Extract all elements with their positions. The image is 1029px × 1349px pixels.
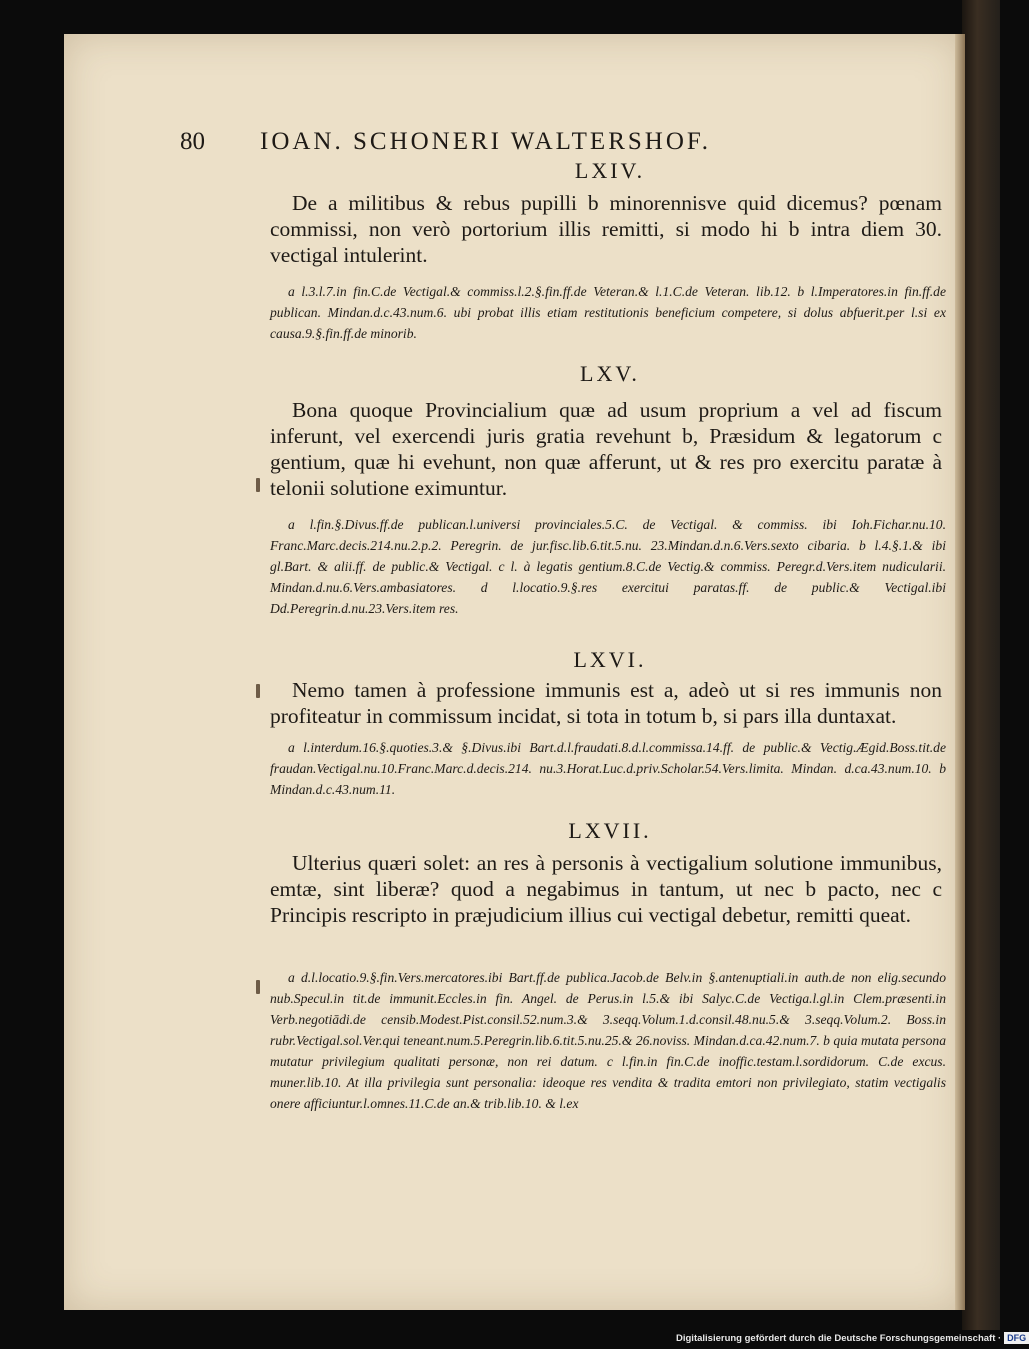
page-edge bbox=[955, 34, 965, 1310]
section-numeral-lxvii: LXVII. bbox=[568, 818, 652, 843]
section-numeral-lxv: LXV. bbox=[580, 361, 640, 386]
digitization-credit bbox=[676, 1332, 1027, 1346]
running-title: IOAN. SCHONERI WALTERSHOF. bbox=[260, 128, 712, 155]
credit-text: Digitalisierung gefördert durch die Deutsche Forschungsgemeinschaft · bbox=[676, 1333, 1002, 1344]
margin-mark bbox=[256, 684, 260, 698]
running-header bbox=[180, 128, 916, 156]
section-notes-lxvii: a d.l.locatio.9.§.fin.Vers.mercatores.ibi Bart.ff.de publica.Jacob.de Belv.in §.antenuptiali.in auth.de non elig.secundo nub.Specul.in tit.de immunit.Eccles.in fin. Angel. de Perus.in l.5.& ibi Salyc.C.de Vectiga.l.gl.in Clem.præsenti.in Verb.negotiādi.de censib.Modest.Pist.consil.52.num.3.& 3.seqq.Volum.1.d.consil.48.nu.5.& 3.seqq.Volum.2. Boss.in rubr.Vectigal.sol.Ver.qui teneant.num.5.Peregrin.lib.6.tit.5.nu.25.& 26.noviss. Mindan.d.ca.42.num.7. b quia mutata persona mutatur privilegium qualitati personæ, non rei datum. c l.fin.in fin.C.de inoffic.testam.l.sordidorum. C.de excus. muner.lib.10. At illa privilegia sunt personalia: ideoque res vendita & tradita emtori non privilegiato, statim vectigalis onere afficiuntur.l.omnes.11.C.de an.& trib.lib.10. & l.ex bbox=[270, 970, 946, 1111]
section-numeral-lxiv: LXIV. bbox=[574, 158, 646, 183]
section-notes-lxvi: a l.interdum.16.§.quoties.3.& §.Divus.ibi Bart.d.l.fraudati.8.d.l.commissa.14.ff. de public.& Vectig.Ægid.Boss.tit.de fraudan.Vectigal.nu.10.Franc.Marc.d.decis.214. nu.3.Horat.Luc.d.priv.Scholar.54.Vers.limita. Mindan. d.ca.43.num.10. b Mindan.d.c.43.num.11. bbox=[270, 740, 946, 797]
section-text-lxiv: De a militibus & rebus pupilli b minorennisve quid dicemus? pœnam commissi, non verò portorium illis remitti, si modo hi b intra diem 30. vectigal intulerint. bbox=[270, 191, 942, 267]
section-numeral-lxvi: LXVI. bbox=[573, 647, 647, 672]
book-spine bbox=[962, 0, 1000, 1330]
section-notes-lxv: a l.fin.§.Divus.ff.de publican.l.universi provinciales.5.C. de Vectigal. & commiss. ibi Ioh.Fichar.nu.10. Franc.Marc.decis.214.nu.2.p.2. Peregrin. de jur.fisc.lib.6.tit.5.nu. 23.Mindan.d.n.6.Vers.sexto cibaria. b l.4.§.1.& ibi gl.Bart. & alii.ff. de public.& Vectigal. c l. à legatis gentium.8.C.de Vectig.& commiss. Peregr.d.Vers.item nudicularii. Mindan.d.nu.6.Vers.ambasiatores. d l.locatio.9.§.res exercitui paratas.ff. de public.& Vectigal.ibi Dd.Peregrin.d.nu.23.Vers.item res. bbox=[270, 517, 946, 616]
section-notes-lxiv: a l.3.l.7.in fin.C.de Vectigal.& commiss.l.2.§.fin.ff.de Veteran.& l.1.C.de Veteran. lib.12. b l.Imperatores.in fin.ff.de publican. Mindan.d.c.43.num.6. ubi probat illis etiam restitutionis beneficium competere, si dolus abfuerit.per l.si ex causa.9.§.fin.ff.de minorib. bbox=[270, 284, 946, 341]
dfg-logo: DFG bbox=[1004, 1332, 1029, 1344]
page-number: 80 bbox=[180, 128, 205, 155]
section-text-lxvi: Nemo tamen à professione immunis est a, adeò ut si res immunis non profiteatur in commissum incidat, si tota in totum b, si pars illa duntaxat. bbox=[270, 678, 942, 728]
margin-mark bbox=[256, 478, 260, 492]
section-text-lxvii: Ulterius quæri solet: an res à personis à vectigalium solutione immunibus, emtæ, sint liberæ? quod a negabimus in tantum, ut nec b pacto, nec c Principis rescripto in præjudicium illius cui vectigal debetur, remitti queat. bbox=[270, 851, 942, 927]
margin-mark bbox=[256, 980, 260, 994]
section-text-lxv: Bona quoque Provincialium quæ ad usum proprium a vel ad fiscum inferunt, vel exercendi juris gratia revehunt b, Præsidum & legatorum c gentium, quæ hi evehunt, non quæ afferunt, ut & res pro exercitu paratæ à telonii solutione eximuntur. bbox=[270, 398, 942, 500]
